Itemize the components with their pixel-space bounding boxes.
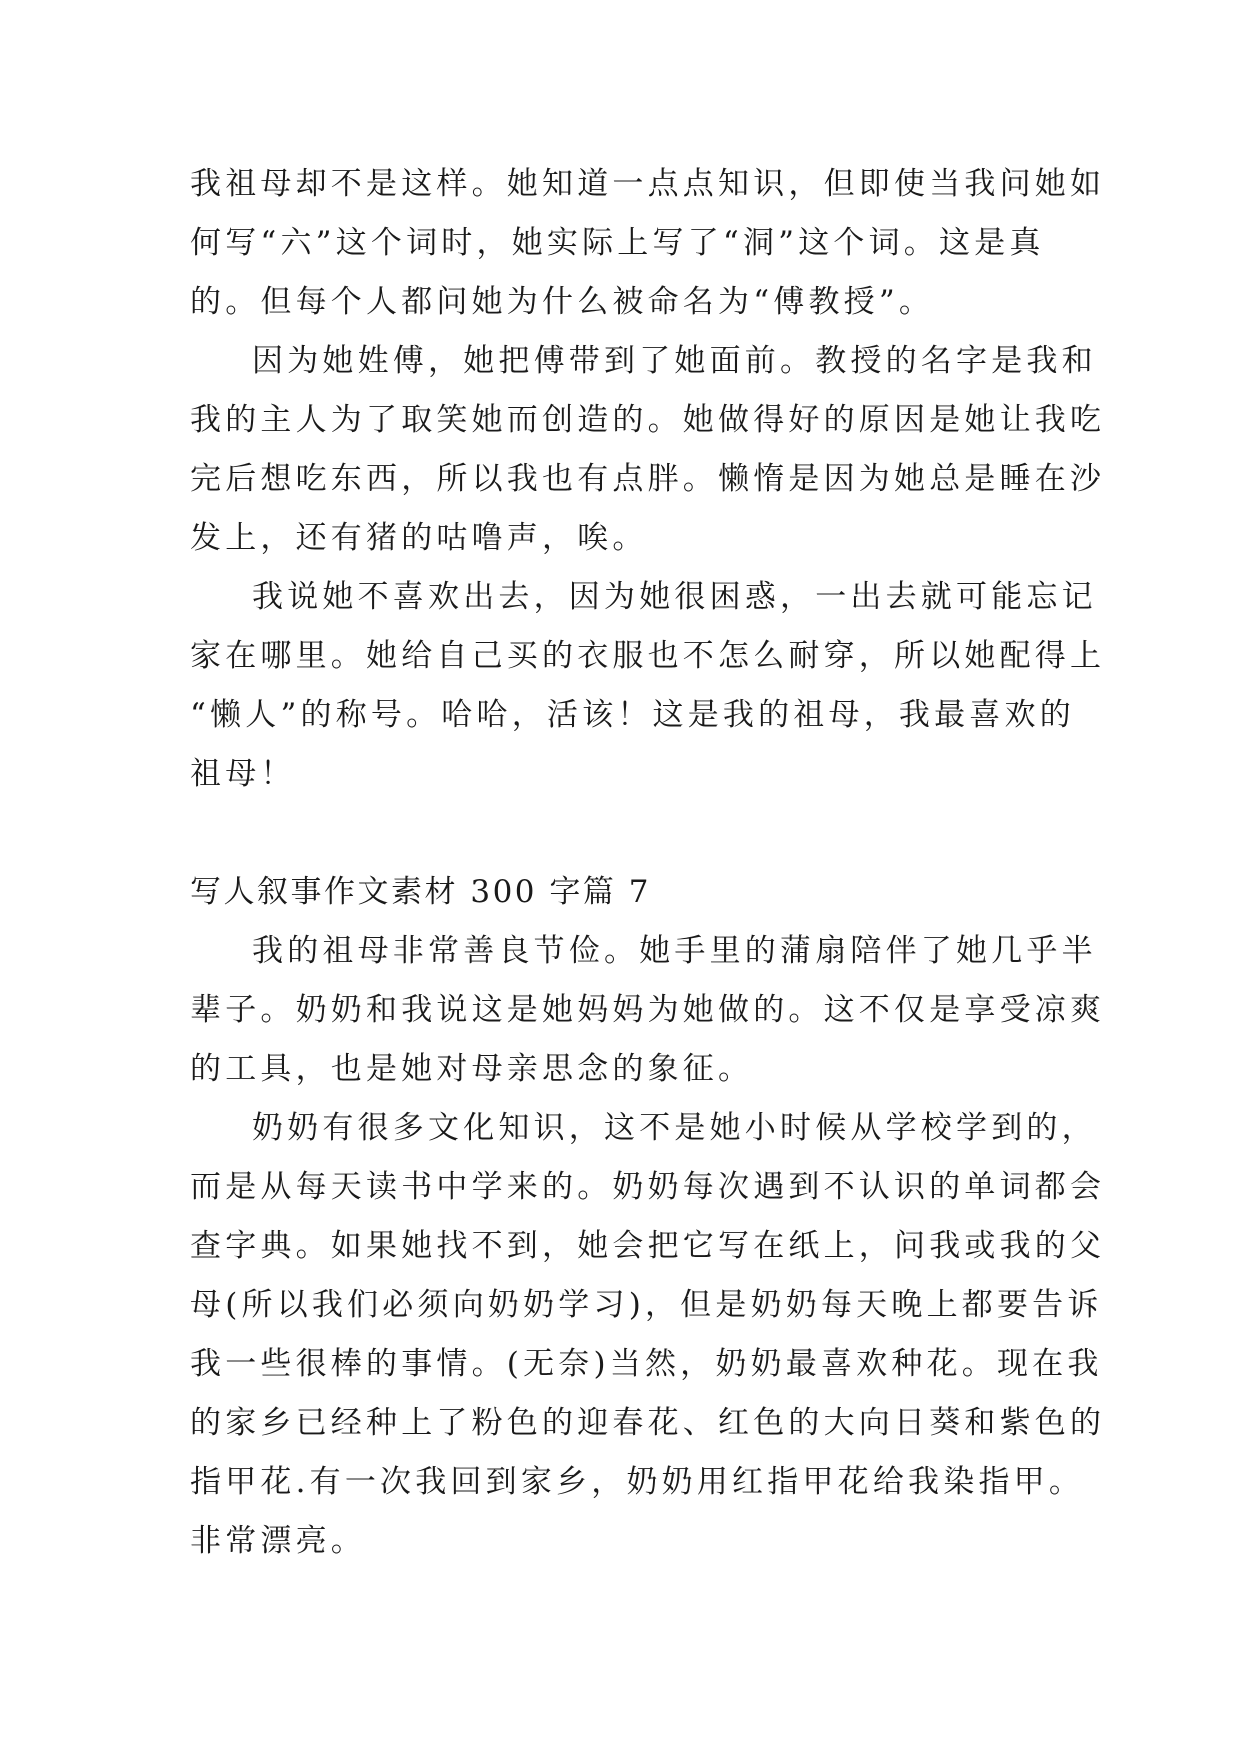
paragraph-line: 完后想吃东西，所以我也有点胖。懒惰是因为她总是睡在沙 xyxy=(190,461,1106,497)
paragraph-line: 辈子。奶奶和我说这是她妈妈为她做的。这不仅是享受凉爽 xyxy=(190,992,1106,1028)
paragraph-line: 我说她不喜欢出去，因为她很困惑，一出去就可能忘记 xyxy=(252,579,1097,615)
paragraph-line: 我一些很棒的事情。(无奈)当然，奶奶最喜欢种花。现在我 xyxy=(190,1346,1103,1382)
paragraph-line: 的工具，也是她对母亲思念的象征。 xyxy=(190,1051,754,1087)
paragraph-line: 非常漂亮。 xyxy=(190,1523,366,1559)
paragraph-line: 查字典。如果她找不到，她会把它写在纸上，问我或我的父 xyxy=(190,1228,1106,1264)
paragraph-line: 发上，还有猪的咕噜声，唉。 xyxy=(190,520,648,556)
paragraph-line: 母(所以我们必须向奶奶学习)，但是奶奶每天晚上都要告诉 xyxy=(190,1287,1103,1323)
paragraph-line: 因为她姓傅，她把傅带到了她面前。教授的名字是我和 xyxy=(252,343,1097,379)
paragraph-line: 奶奶有很多文化知识，这不是她小时候从学校学到的， xyxy=(252,1110,1097,1146)
paragraph-line: 的家乡已经种上了粉色的迎春花、红色的大向日葵和紫色的 xyxy=(190,1405,1106,1441)
paragraph-line: 家在哪里。她给自己买的衣服也不怎么耐穿，所以她配得上 xyxy=(190,638,1106,674)
paragraph-line: 我的祖母非常善良节俭。她手里的蒲扇陪伴了她几乎半 xyxy=(252,933,1097,969)
paragraph-line: “懒人”的称号。哈哈，活该！这是我的祖母，我最喜欢的 xyxy=(190,697,1075,733)
paragraph-line: 而是从每天读书中学来的。奶奶每次遇到不认识的单词都会 xyxy=(190,1169,1106,1205)
section-heading: 写人叙事作文素材 300 字篇 7 xyxy=(190,874,651,910)
paragraph-line: 我祖母却不是这样。她知道一点点知识，但即使当我问她如 xyxy=(190,166,1106,202)
paragraph-line: 的。但每个人都问她为什么被命名为“傅教授”。 xyxy=(190,284,935,320)
paragraph-line: 祖母！ xyxy=(190,756,296,792)
paragraph-line: 指甲花.有一次我回到家乡，奶奶用红指甲花给我染指甲。 xyxy=(190,1464,1085,1500)
paragraph-line: 我的主人为了取笑她而创造的。她做得好的原因是她让我吃 xyxy=(190,402,1106,438)
paragraph-line: 何写“六”这个词时，她实际上写了“洞”这个词。这是真 xyxy=(190,225,1045,261)
